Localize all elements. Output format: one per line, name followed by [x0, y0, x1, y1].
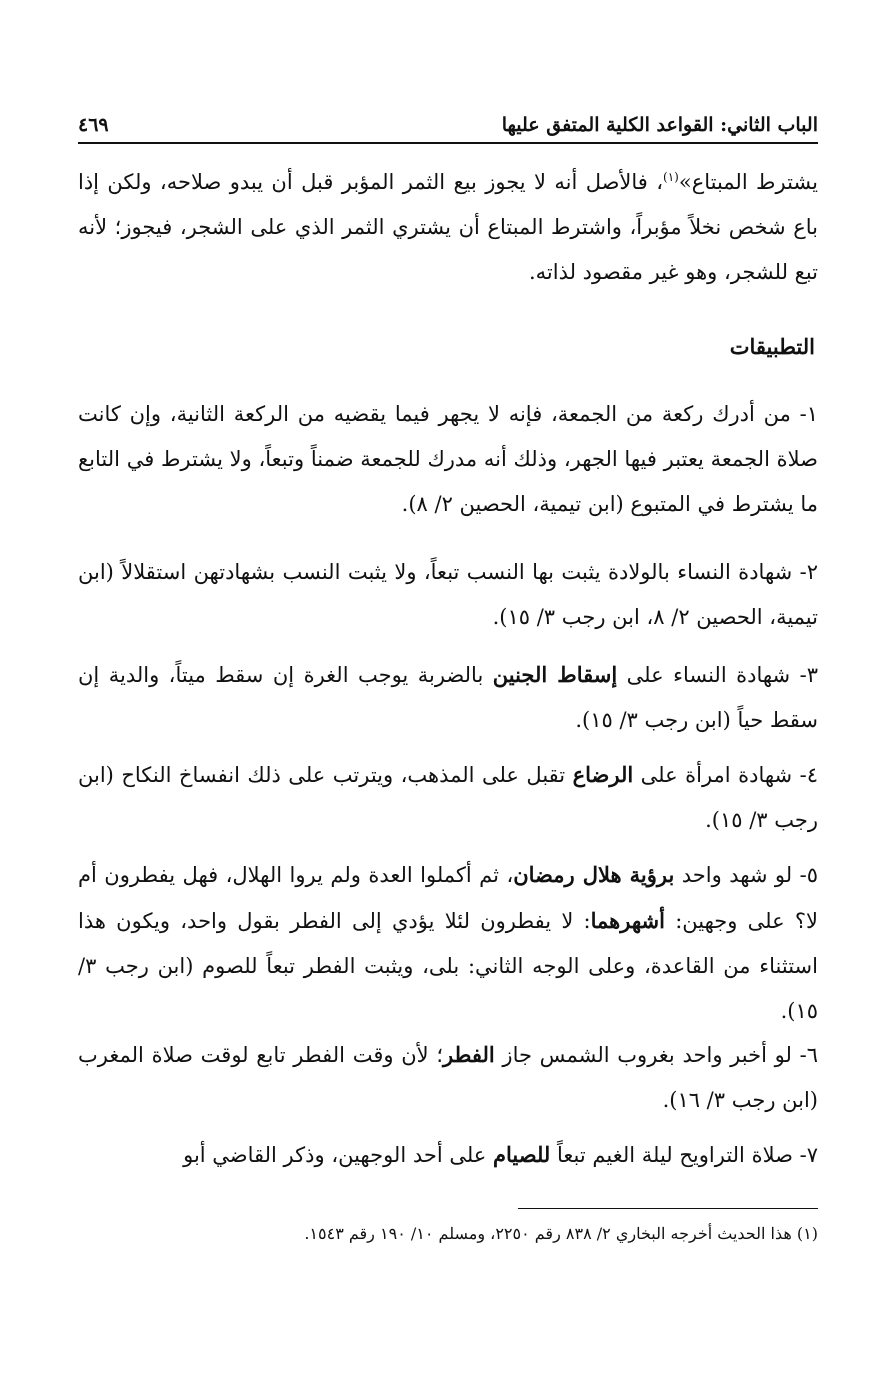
application-5-text-mid: ، ثم أكملوا العدة ولم يروا الهلال، فهل يفطرون أم لا؟ على وجهين:: [78, 863, 819, 933]
application-4: [78, 752, 818, 843]
application-7-keyword: للصيام: [493, 1142, 551, 1167]
intro-paragraph: [78, 160, 818, 295]
intro-text-end: ، فالأصل أنه لا يجوز بيع الثمر المؤبر قبل أن يبدو صلاحه، ولكن إذا باع شخص نخلاً مؤبراً، واشترط المبتاع أن يشتري الثمر الذي على الشجر، فيجوز؛ لأنه تبع للشجر، وهو غير مقصود لذاته.: [78, 170, 818, 284]
application-6-text-end: ؛ لأن وقت الفطر تابع لوقت صلاة المغرب (ابن رجب ٣/ ١٦).: [78, 1043, 818, 1112]
footnote-reference[interactable]: (١): [663, 170, 679, 184]
footnote-divider: [518, 1208, 818, 1209]
application-5-keyword: برؤية هلال رمضان: [513, 862, 675, 887]
application-5: [78, 852, 818, 1034]
application-6-text: ٦- لو أخبر واحد بغروب الشمس جاز: [494, 1043, 818, 1067]
page-header: [78, 100, 818, 144]
application-1: ١- من أدرك ركعة من الجمعة، فإنه لا يجهر فيما يقضيه من الركعة الثانية، وإن كانت صلاة الجمعة يعتبر فيها الجهر، وذلك أنه مدرك للجمعة ضمناً وتبعاً، ولا يشترط في التابع ما يشترط في المتبوع (ابن تيمية، الحصين ٢/ ٨).: [78, 402, 818, 516]
application-3-text-end: بالضربة يوجب الغرة إن سقط ميتاً، والدية إن سقط حياً (ابن رجب ٣/ ١٥).: [78, 663, 818, 732]
application-5-text-end: : لا يفطرون لئلا يؤدي إلى الفطر بقول واحد، ويكون هذا استثناء من القاعدة، وعلى الوجه الثاني: بلى، ويثبت الفطر تبعاً للصوم (ابن رجب ٣/ ١٥).: [78, 909, 818, 1023]
footnote: (١) هذا الحديث أخرجه البخاري ٢/ ٨٣٨ رقم ٢٢٥٠، ومسلم ١٠/ ١٩٠ رقم ١٥٤٣.: [304, 1224, 818, 1243]
application-2: ٢- شهادة النساء بالولادة يثبت بها النسب تبعاً، ولا يثبت النسب بشهادتهن استقلالاً (ابن تيمية، الحصين ٢/ ٨، ابن رجب ٣/ ١٥).: [78, 560, 818, 629]
application-7: [78, 1132, 818, 1178]
application-3-text: ٣- شهادة النساء على: [617, 663, 818, 687]
application-6-keyword: الفطر: [443, 1042, 495, 1067]
application-7-text-end: على أحد الوجهين، وذكر القاضي أبو: [183, 1143, 494, 1167]
application-3: [78, 652, 818, 743]
application-4-text-end: تقبل على المذهب، ويترتب على ذلك انفساخ النكاح (ابن رجب ٣/ ١٥).: [78, 763, 818, 832]
application-4-keyword: الرضاع: [572, 762, 634, 787]
running-title: الباب الثاني: القواعد الكلية المتفق عليها: [501, 114, 818, 136]
application-7-text: ٧- صلاة التراويح ليلة الغيم تبعاً: [550, 1143, 818, 1167]
intro-text-start: يشترط المبتاع»: [678, 170, 818, 194]
application-6: [78, 1032, 818, 1123]
application-4-text: ٤- شهادة امرأة على: [633, 763, 818, 787]
application-5-text: ٥- لو شهد واحد: [674, 863, 818, 887]
section-heading: التطبيقات: [729, 334, 815, 359]
application-3-keyword: إسقاط الجنين: [492, 662, 618, 687]
application-5-keyword-2: أشهرهما: [590, 908, 665, 933]
page-number: ٤٦٩: [78, 114, 109, 136]
